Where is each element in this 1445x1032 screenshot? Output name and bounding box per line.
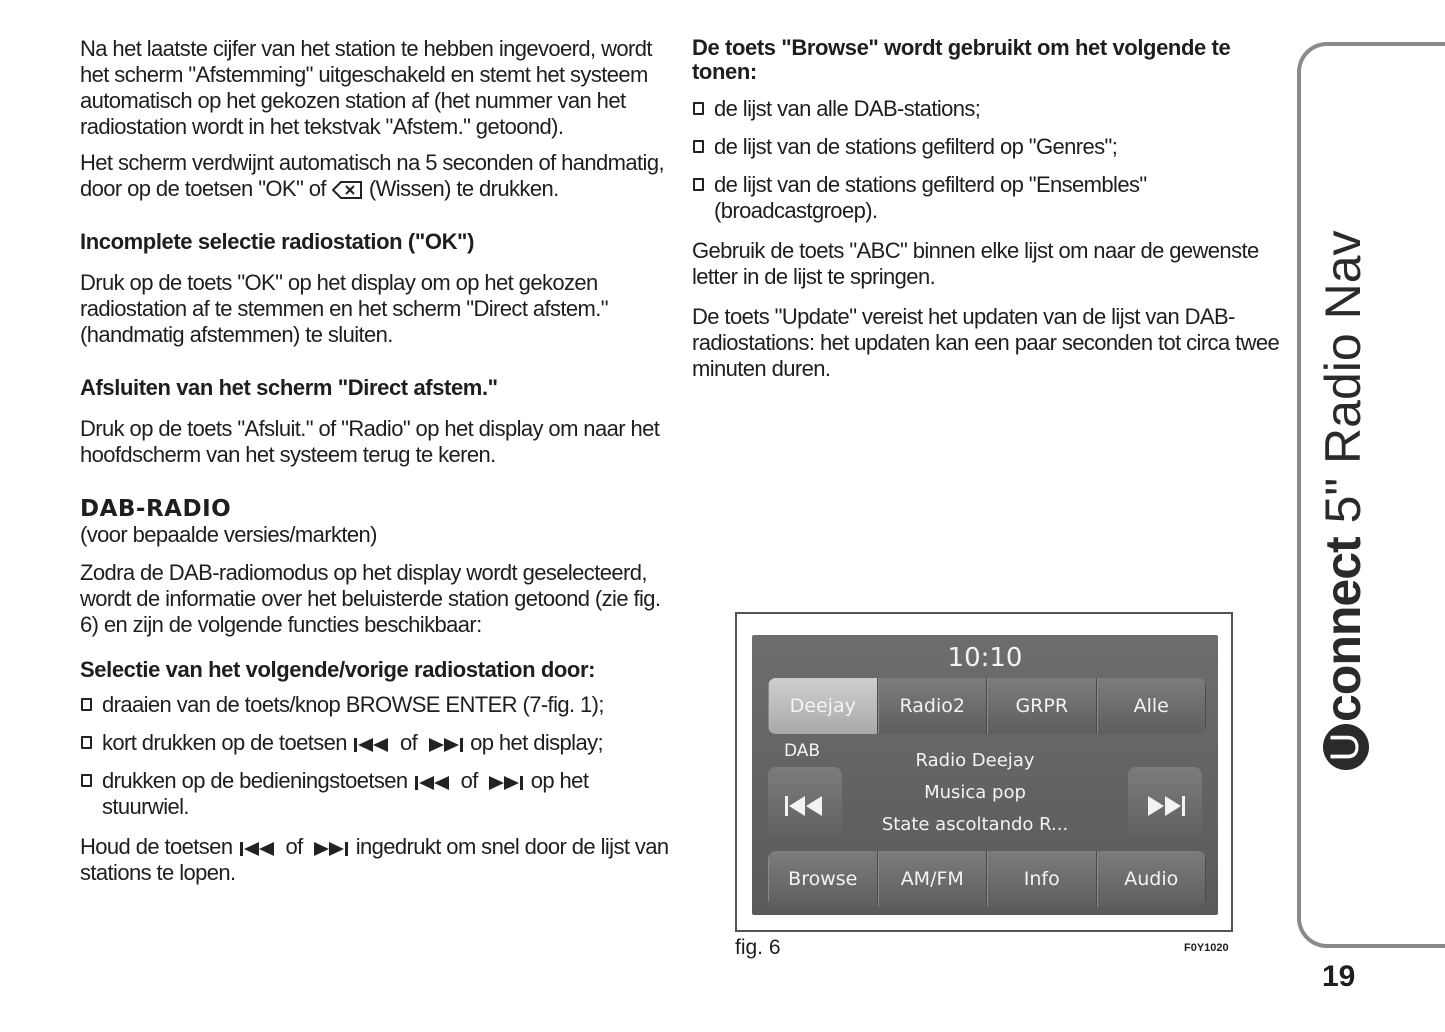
preset-button-grpr[interactable]: GRPR <box>987 678 1097 734</box>
station-status: State ascoltando R... <box>881 814 1069 835</box>
uconnect-logo-icon: U <box>1323 724 1369 770</box>
heading-incomplete-selection: Incomplete selectie radiostation ("OK") <box>80 229 475 254</box>
previous-track-icon <box>354 737 392 753</box>
previous-track-icon <box>415 775 453 791</box>
preset-button-radio2[interactable]: Radio2 <box>878 678 988 734</box>
figure-caption: fig. 6 <box>735 936 781 959</box>
list-item: de lijst van de stations gefilterd op "Genres"; <box>692 134 1284 160</box>
page-number: 19 <box>1322 960 1356 993</box>
list-item: de lijst van de stations gefilterd op "Ensembles" (broadcastgroep). <box>692 172 1284 224</box>
previous-track-icon <box>785 795 825 817</box>
station-info <box>872 745 1078 841</box>
heading-exit-screen: Afsluiten van het scherm "Direct afstem." <box>80 375 498 400</box>
next-station-button[interactable] <box>1128 767 1202 843</box>
am-fm-button[interactable]: AM/FM <box>878 851 988 907</box>
section-title-dab: DAB-RADIO <box>80 496 232 522</box>
next-track-icon <box>425 737 463 753</box>
station-genre: Musica pop <box>924 782 1026 803</box>
clock: 10:10 <box>947 643 1023 673</box>
list-item: drukken op de bedieningstoetsen of op het stuurwiel. <box>80 768 670 820</box>
previous-track-icon <box>240 841 278 857</box>
model-name: 5" Radio Nav <box>1315 230 1371 524</box>
heading-station-selection: Selectie van het volgende/vorige radiostation door: <box>80 657 596 682</box>
checkbox-bullet-icon <box>693 178 704 191</box>
paragraph-tuning: Na het laatste cijfer van het station te hebben ingevoerd, wordt het scherm "Afstemming" uitgeschakeld en stemt het systeem automatisch op het gekozen station af (het nummer van het radiostation wordt in het tekstvak "Afstem." getoond). <box>80 36 652 139</box>
list-item: de lijst van alle DAB-stations; <box>692 96 1284 122</box>
checkbox-bullet-icon <box>693 102 704 115</box>
radio-screen <box>752 635 1218 915</box>
left-column <box>80 36 670 886</box>
paragraph-abc: Gebruik de toets "ABC" binnen elke lijst om naar de gewenste letter in de lijst te springen. <box>692 238 1259 289</box>
checkbox-bullet-icon <box>81 736 92 749</box>
checkbox-bullet-icon <box>81 698 92 711</box>
list-item: kort drukken op de toetsen of op het display; <box>80 730 670 756</box>
browse-list <box>692 96 1284 224</box>
paragraph-ok: Druk op de toets "OK" op het display om op het gekozen radiostation af te stemmen en het scherm "Direct afstem." (handmatig afstemmen) te sluiten. <box>80 270 608 347</box>
figure-code: F0Y1020 <box>1184 942 1229 954</box>
side-label <box>1314 230 1372 770</box>
next-track-icon <box>1145 795 1185 817</box>
preset-button-deejay[interactable]: Deejay <box>768 678 878 734</box>
erase-icon <box>331 180 363 200</box>
paragraph-update: De toets "Update" vereist het updaten van de lijst van DAB-radiostations: het updaten kan een paar seconden tot circa twee minuten duren. <box>692 304 1280 381</box>
right-column <box>692 36 1284 382</box>
preset-row <box>768 678 1206 734</box>
function-row <box>768 851 1206 907</box>
brand-name: connect <box>1315 537 1371 722</box>
checkbox-bullet-icon <box>693 140 704 153</box>
browse-button[interactable]: Browse <box>768 851 878 907</box>
selection-list <box>80 692 670 820</box>
info-button[interactable]: Info <box>987 851 1097 907</box>
paragraph-hold-keys: Houd de toetsen of ingedrukt om snel door de lijst van stations te lopen. <box>80 834 669 885</box>
paragraph-screen-close: Het scherm verdwijnt automatisch na 5 seconden of handmatig, door op de toetsen "OK" of (Wissen) te drukken. <box>80 150 664 201</box>
paragraph-exit: Druk op de toets "Afsluit." of "Radio" op het display om naar het hoofdscherm van het systeem terug te keren. <box>80 416 660 467</box>
list-item: draaien van de toets/knop BROWSE ENTER (7-fig. 1); <box>80 692 670 718</box>
band-label: DAB <box>784 741 821 761</box>
previous-station-button[interactable] <box>768 767 842 843</box>
station-name: Radio Deejay <box>915 750 1035 771</box>
section-subtitle-dab: (voor bepaalde versies/markten) <box>80 522 377 547</box>
audio-button[interactable]: Audio <box>1097 851 1207 907</box>
next-track-icon <box>485 775 523 791</box>
paragraph-dab-mode: Zodra de DAB-radiomodus op het display wordt geselecteerd, wordt de informatie over het beluisterde station getoond (zie fig. 6) en zijn de volgende functies beschikbaar: <box>80 560 661 637</box>
preset-button-all[interactable]: Alle <box>1097 678 1207 734</box>
heading-browse: De toets "Browse" wordt gebruikt om het volgende te tonen: <box>692 35 1231 84</box>
next-track-icon <box>310 841 348 857</box>
checkbox-bullet-icon <box>81 774 92 787</box>
